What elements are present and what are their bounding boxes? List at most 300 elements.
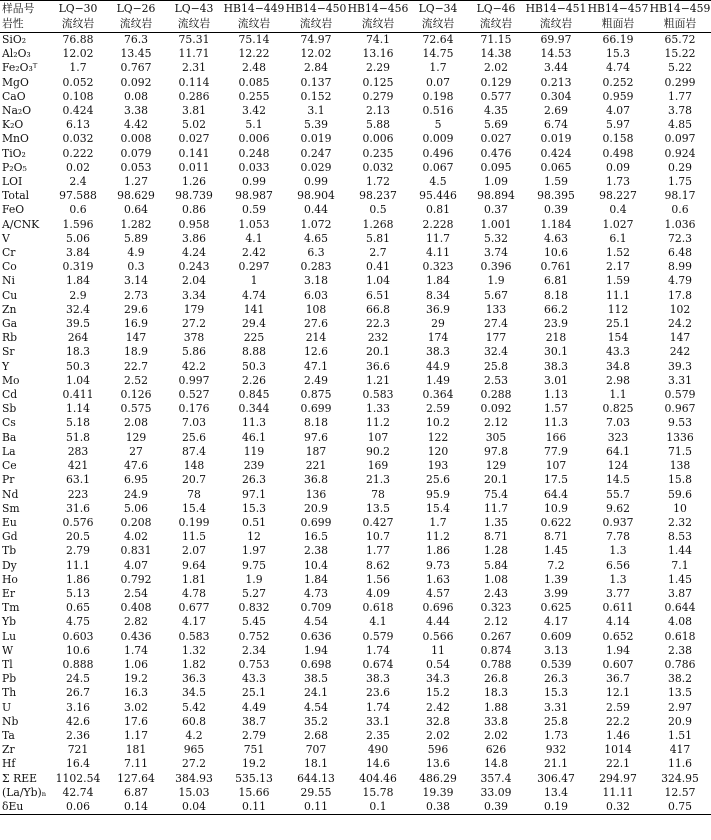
table-cell: 0.38 bbox=[409, 800, 467, 815]
table-cell: 1.81 bbox=[181, 572, 207, 586]
table-cell: 1.86 bbox=[65, 572, 91, 586]
table-cell: 0.583 bbox=[178, 629, 210, 643]
table-cell: 305 bbox=[485, 430, 507, 444]
table-cell: 932 bbox=[545, 743, 567, 757]
table-cell: 2.69 bbox=[543, 104, 569, 118]
row-label: MgO bbox=[2, 75, 29, 89]
table-cell: 15.3 bbox=[543, 686, 569, 700]
table-row bbox=[0, 502, 711, 516]
table-cell: 0.299 bbox=[664, 75, 696, 89]
table-cell: 1.77 bbox=[667, 89, 693, 103]
table-cell: 25.1 bbox=[605, 317, 631, 331]
table-cell: 18.1 bbox=[303, 757, 329, 771]
table-cell: 1.86 bbox=[425, 544, 451, 558]
table-cell: 4.07 bbox=[123, 558, 149, 572]
table-cell: 5.02 bbox=[181, 118, 207, 132]
row-label: Gd bbox=[2, 530, 18, 544]
table-cell: 38.3 bbox=[425, 345, 451, 359]
row-label: (La/Yb)ₙ bbox=[2, 785, 47, 799]
table-cell: 0.699 bbox=[300, 402, 332, 416]
table-cell: 154 bbox=[607, 331, 629, 345]
table-cell: 0.54 bbox=[425, 657, 451, 671]
table-cell: 0.137 bbox=[300, 75, 332, 89]
table-cell: 122 bbox=[427, 430, 449, 444]
table-cell: 2.38 bbox=[303, 544, 329, 558]
table-cell: 95.446 bbox=[419, 189, 457, 203]
rock-type-header: 流纹岩 bbox=[107, 16, 165, 33]
table-cell: 9.53 bbox=[667, 416, 693, 430]
table-cell: 0.114 bbox=[178, 75, 210, 89]
table-cell: 0.141 bbox=[178, 146, 210, 160]
table-cell: 4.02 bbox=[123, 530, 149, 544]
table-cell: 6.74 bbox=[543, 118, 569, 132]
table-cell: 0.02 bbox=[65, 160, 91, 174]
table-cell: 59.6 bbox=[667, 487, 693, 501]
table-cell: 0.644 bbox=[664, 601, 696, 615]
table-cell: 78 bbox=[187, 487, 201, 501]
row-label: Rb bbox=[2, 331, 18, 345]
table-cell: 22.3 bbox=[365, 317, 391, 331]
table-row bbox=[0, 644, 711, 658]
table-cell: 7.03 bbox=[605, 416, 631, 430]
table-cell: 6.03 bbox=[303, 288, 329, 302]
table-cell: 0.427 bbox=[362, 515, 394, 529]
table-cell: 7.1 bbox=[671, 558, 689, 572]
table-cell: 0.04 bbox=[165, 800, 223, 815]
table-cell: 74.97 bbox=[300, 33, 332, 46]
table-cell: 0.579 bbox=[664, 388, 696, 402]
table-cell: 0.75 bbox=[649, 800, 711, 815]
table-cell: 0.607 bbox=[602, 657, 634, 671]
table-cell: 0.636 bbox=[300, 629, 332, 643]
table-cell: 141 bbox=[243, 302, 265, 316]
table-row bbox=[0, 772, 711, 786]
table-cell: 97.1 bbox=[241, 487, 267, 501]
table-cell: 0.396 bbox=[480, 260, 512, 274]
table-cell: 0.199 bbox=[178, 515, 210, 529]
table-cell: 0.476 bbox=[480, 146, 512, 160]
table-cell: 1.14 bbox=[65, 402, 91, 416]
table-cell: 0.198 bbox=[422, 89, 454, 103]
table-cell: 12.02 bbox=[300, 47, 332, 61]
table-cell: 102 bbox=[669, 302, 691, 316]
table-cell: 5.22 bbox=[667, 61, 693, 75]
table-cell: 1.053 bbox=[238, 217, 270, 231]
row-label: U bbox=[2, 700, 12, 714]
table-cell: 1.45 bbox=[667, 572, 693, 586]
table-cell: 3.13 bbox=[543, 643, 569, 657]
table-cell: 13.6 bbox=[425, 757, 451, 771]
table-cell: 0.59 bbox=[241, 203, 267, 217]
table-cell: 0.125 bbox=[362, 75, 394, 89]
table-cell: 38.3 bbox=[543, 359, 569, 373]
table-cell: 7.78 bbox=[605, 530, 631, 544]
table-cell: 1.268 bbox=[362, 217, 394, 231]
table-cell: 0.424 bbox=[62, 104, 94, 118]
table-cell: 33.1 bbox=[365, 714, 391, 728]
table-cell: 11.5 bbox=[181, 530, 207, 544]
table-cell: 3.77 bbox=[605, 586, 631, 600]
table-cell: 1.1 bbox=[609, 388, 627, 402]
table-cell: 97.6 bbox=[303, 430, 329, 444]
table-cell: 0.152 bbox=[300, 89, 332, 103]
table-row bbox=[0, 701, 711, 715]
table-row bbox=[0, 90, 711, 104]
row-label: Pb bbox=[2, 672, 17, 686]
table-cell: 69.97 bbox=[540, 33, 572, 46]
table-cell: 0.618 bbox=[362, 601, 394, 615]
table-row bbox=[0, 274, 711, 288]
table-cell: 15.4 bbox=[425, 501, 451, 515]
table-cell: 11.1 bbox=[605, 288, 631, 302]
table-cell: 0.08 bbox=[123, 89, 149, 103]
table-cell: 0.052 bbox=[62, 75, 94, 89]
table-cell: 2.4 bbox=[69, 175, 87, 189]
table-cell: 1.17 bbox=[123, 728, 149, 742]
rock-type-header: 流纹岩 bbox=[467, 16, 525, 33]
table-cell: 0.752 bbox=[238, 629, 270, 643]
table-cell: 9.75 bbox=[241, 558, 267, 572]
table-cell: 1.59 bbox=[543, 175, 569, 189]
table-cell: 0.583 bbox=[362, 388, 394, 402]
table-cell: 11.3 bbox=[543, 416, 569, 430]
table-cell: 3.16 bbox=[65, 700, 91, 714]
table-cell: 169 bbox=[367, 459, 389, 473]
table-cell: 177 bbox=[485, 331, 507, 345]
row-label: Zn bbox=[2, 302, 17, 316]
row-label: Tl bbox=[2, 657, 13, 671]
table-row bbox=[0, 161, 711, 175]
table-cell: 0.092 bbox=[120, 75, 152, 89]
table-cell: 1336 bbox=[666, 430, 694, 444]
table-cell: 17.5 bbox=[543, 473, 569, 487]
table-cell: 4.11 bbox=[425, 246, 451, 260]
table-cell: 1.72 bbox=[365, 175, 391, 189]
table-cell: 1.072 bbox=[300, 217, 332, 231]
table-cell: 1.82 bbox=[181, 657, 207, 671]
table-cell: 0.235 bbox=[362, 146, 394, 160]
table-cell: 239 bbox=[243, 459, 265, 473]
table-cell: 4.08 bbox=[667, 615, 693, 629]
table-cell: 1.001 bbox=[480, 217, 512, 231]
table-cell: 8.71 bbox=[543, 530, 569, 544]
row-label: FeO bbox=[2, 203, 25, 217]
table-cell: 20.1 bbox=[483, 473, 509, 487]
table-cell: 11 bbox=[431, 643, 445, 657]
table-cell: 25.8 bbox=[543, 714, 569, 728]
table-cell: 1.13 bbox=[543, 388, 569, 402]
table-cell: 8.18 bbox=[303, 416, 329, 430]
table-cell: 417 bbox=[669, 743, 691, 757]
row-label: La bbox=[2, 444, 16, 458]
table-cell: 0.65 bbox=[65, 601, 91, 615]
table-cell: 3.1 bbox=[307, 104, 325, 118]
row-label: P₂O₅ bbox=[2, 160, 27, 174]
table-cell: 751 bbox=[243, 743, 265, 757]
table-cell: 0.958 bbox=[178, 217, 210, 231]
table-cell: 0.786 bbox=[664, 657, 696, 671]
row-label: Tm bbox=[2, 601, 20, 615]
table-cell: 11.3 bbox=[241, 416, 267, 430]
row-label: Dy bbox=[2, 558, 17, 572]
table-cell: 42.2 bbox=[181, 359, 207, 373]
table-cell: 36.3 bbox=[181, 672, 207, 686]
table-cell: 65.72 bbox=[664, 33, 696, 46]
table-cell: 3.34 bbox=[181, 288, 207, 302]
table-cell: 127.64 bbox=[117, 771, 155, 785]
table-cell: 535.13 bbox=[235, 771, 273, 785]
table-cell: 6.95 bbox=[123, 473, 149, 487]
table-cell: 6.56 bbox=[605, 558, 631, 572]
table-cell: 29.55 bbox=[300, 785, 332, 799]
table-cell: 490 bbox=[367, 743, 389, 757]
table-cell: 218 bbox=[545, 331, 567, 345]
table-cell: 11.71 bbox=[178, 47, 210, 61]
table-cell: 47.6 bbox=[123, 459, 149, 473]
table-cell: 0.009 bbox=[422, 132, 454, 146]
row-label: Ni bbox=[2, 274, 15, 288]
table-cell: 0.304 bbox=[540, 89, 572, 103]
table-cell: 0.222 bbox=[62, 146, 94, 160]
table-cell: 21.1 bbox=[543, 757, 569, 771]
table-cell: 11.7 bbox=[483, 501, 509, 515]
table-row bbox=[0, 615, 711, 629]
table-cell: 0.622 bbox=[540, 515, 572, 529]
sample-id-header: HB14−459 bbox=[649, 2, 711, 15]
table-cell: 10.4 bbox=[303, 558, 329, 572]
table-cell: 0.1 bbox=[347, 800, 409, 815]
table-cell: 0.252 bbox=[602, 75, 634, 89]
table-cell: 0.959 bbox=[602, 89, 634, 103]
table-cell: 50.3 bbox=[241, 359, 267, 373]
sample-id-header: HB14−457 bbox=[587, 2, 649, 15]
table-cell: 3.84 bbox=[65, 246, 91, 260]
table-cell: 10.6 bbox=[543, 246, 569, 260]
row-label: Cd bbox=[2, 388, 18, 402]
table-cell: 24.5 bbox=[65, 672, 91, 686]
table-cell: 0.283 bbox=[300, 260, 332, 274]
rock-type-header: 流纹岩 bbox=[223, 16, 285, 33]
table-cell: 0.674 bbox=[362, 657, 394, 671]
table-cell: 38.2 bbox=[667, 672, 693, 686]
table-cell: 8.88 bbox=[241, 345, 267, 359]
table-cell: 36.9 bbox=[425, 302, 451, 316]
table-cell: 1102.54 bbox=[55, 771, 101, 785]
table-cell: 0.06 bbox=[49, 800, 107, 815]
table-cell: 0.37 bbox=[483, 203, 509, 217]
table-cell: 174 bbox=[427, 331, 449, 345]
table-cell: 1.73 bbox=[605, 175, 631, 189]
table-cell: 11.1 bbox=[65, 558, 91, 572]
table-cell: 4.2 bbox=[185, 728, 203, 742]
table-cell: 27 bbox=[129, 444, 143, 458]
table-cell: 0.937 bbox=[602, 515, 634, 529]
table-cell: 4.57 bbox=[425, 586, 451, 600]
table-cell: 0.053 bbox=[120, 160, 152, 174]
table-cell: 0.323 bbox=[422, 260, 454, 274]
row-label: MnO bbox=[2, 132, 29, 146]
table-cell: 4.5 bbox=[429, 175, 447, 189]
table-cell: 2.59 bbox=[425, 402, 451, 416]
table-cell: 2.26 bbox=[241, 373, 267, 387]
table-cell: 3.02 bbox=[123, 700, 149, 714]
table-cell: 1.596 bbox=[62, 217, 94, 231]
table-cell: 25.8 bbox=[483, 359, 509, 373]
table-cell: 179 bbox=[183, 302, 205, 316]
table-cell: 1.3 bbox=[609, 572, 627, 586]
table-cell: 46.1 bbox=[241, 430, 267, 444]
table-cell: 15.4 bbox=[181, 501, 207, 515]
table-cell: 4.79 bbox=[667, 274, 693, 288]
table-cell: 0.11 bbox=[285, 800, 347, 815]
table-cell: 1.45 bbox=[543, 544, 569, 558]
row-label: δEu bbox=[0, 800, 49, 815]
row-label: Y bbox=[2, 359, 10, 373]
table-cell: 0.208 bbox=[120, 515, 152, 529]
row-label: Cu bbox=[2, 288, 18, 302]
table-cell: 5.06 bbox=[123, 501, 149, 515]
table-cell: 3.18 bbox=[303, 274, 329, 288]
rock-type-header: 流纹岩 bbox=[49, 16, 107, 33]
table-cell: 24.1 bbox=[303, 686, 329, 700]
table-cell: 0.496 bbox=[422, 146, 454, 160]
row-label: Fe₂O₃ᵀ bbox=[2, 61, 38, 75]
table-cell: 34.5 bbox=[181, 686, 207, 700]
table-cell: 32.8 bbox=[425, 714, 451, 728]
table-cell: 1.28 bbox=[483, 544, 509, 558]
sample-id-header: LQ−46 bbox=[467, 1, 525, 17]
table-cell: 1.036 bbox=[664, 217, 696, 231]
table-row bbox=[0, 345, 711, 359]
table-cell: 1.74 bbox=[123, 643, 149, 657]
table-cell: 2.12 bbox=[483, 416, 509, 430]
table-cell: 1 bbox=[250, 274, 258, 288]
table-cell: 1.51 bbox=[667, 728, 693, 742]
table-cell: 0.297 bbox=[238, 260, 270, 274]
table-cell: 42.6 bbox=[65, 714, 91, 728]
table-cell: 2.97 bbox=[667, 700, 693, 714]
table-cell: 72.64 bbox=[422, 33, 454, 46]
row-label: Ba bbox=[2, 430, 17, 444]
table-cell: 0.065 bbox=[540, 160, 572, 174]
table-cell: 23.9 bbox=[543, 317, 569, 331]
table-cell: 5.86 bbox=[181, 345, 207, 359]
table-cell: 0.924 bbox=[664, 146, 696, 160]
table-cell: 16.5 bbox=[303, 530, 329, 544]
table-cell: 2.73 bbox=[123, 288, 149, 302]
table-cell: 5.97 bbox=[605, 118, 631, 132]
row-label: TiO₂ bbox=[2, 146, 26, 160]
table-cell: 0.527 bbox=[178, 388, 210, 402]
table-row bbox=[0, 630, 711, 644]
table-cell: 5.67 bbox=[483, 288, 509, 302]
table-cell: 71.15 bbox=[480, 33, 512, 46]
table-cell: 1.88 bbox=[483, 700, 509, 714]
table-cell: 1.63 bbox=[425, 572, 451, 586]
table-cell: 50.3 bbox=[65, 359, 91, 373]
table-cell: 10.2 bbox=[425, 416, 451, 430]
table-cell: 2.02 bbox=[483, 728, 509, 742]
table-cell: 19.2 bbox=[123, 672, 149, 686]
table-cell: 5.06 bbox=[65, 231, 91, 245]
table-cell: 2.34 bbox=[241, 643, 267, 657]
table-row bbox=[0, 488, 711, 502]
table-cell: 107 bbox=[367, 430, 389, 444]
table-cell: 0.243 bbox=[178, 260, 210, 274]
row-label: Total bbox=[2, 189, 30, 203]
table-cell: 12.57 bbox=[664, 785, 696, 799]
table-row bbox=[0, 317, 711, 331]
row-label: Nb bbox=[2, 714, 19, 728]
table-cell: 0.618 bbox=[664, 629, 696, 643]
table-cell: 138 bbox=[669, 459, 691, 473]
table-cell: 324.95 bbox=[661, 771, 699, 785]
table-cell: 43.3 bbox=[241, 672, 267, 686]
row-label: Pr bbox=[2, 473, 15, 487]
table-cell: 64.1 bbox=[605, 444, 631, 458]
table-cell: 12.22 bbox=[238, 47, 270, 61]
table-cell: 4.09 bbox=[365, 586, 391, 600]
sample-id-header: LQ−34 bbox=[409, 1, 467, 17]
table-cell: 6.87 bbox=[123, 785, 149, 799]
table-cell: 1.52 bbox=[605, 246, 631, 260]
table-cell: 12.1 bbox=[605, 686, 631, 700]
table-cell: 97.588 bbox=[59, 189, 97, 203]
table-cell: 0.424 bbox=[540, 146, 572, 160]
table-cell: 384.93 bbox=[175, 771, 213, 785]
table-cell: 0.39 bbox=[467, 800, 525, 815]
table-cell: 5.18 bbox=[65, 416, 91, 430]
row-label: Cr bbox=[2, 246, 16, 260]
table-cell: 25.6 bbox=[181, 430, 207, 444]
table-cell: 9.62 bbox=[605, 501, 631, 515]
table-cell: 26.7 bbox=[65, 686, 91, 700]
table-cell: 38.5 bbox=[303, 672, 329, 686]
table-cell: 0.788 bbox=[480, 657, 512, 671]
table-cell: 13.16 bbox=[362, 47, 394, 61]
row-label: Ce bbox=[2, 459, 17, 473]
table-cell: 13.5 bbox=[365, 501, 391, 515]
table-row bbox=[0, 757, 711, 771]
table-cell: 0.709 bbox=[300, 601, 332, 615]
table-cell: 0.498 bbox=[602, 146, 634, 160]
table-cell: 2.31 bbox=[181, 61, 207, 75]
table-cell: 232 bbox=[367, 331, 389, 345]
rock-type-header: 流纹岩 bbox=[285, 16, 347, 33]
table-cell: 1.7 bbox=[69, 61, 87, 75]
table-cell: 0.761 bbox=[540, 260, 572, 274]
table-cell: 1.26 bbox=[181, 175, 207, 189]
table-cell: 2.84 bbox=[303, 61, 329, 75]
table-cell: 0.44 bbox=[303, 203, 329, 217]
table-cell: 1.27 bbox=[123, 175, 149, 189]
table-cell: 0.09 bbox=[605, 160, 631, 174]
table-cell: 1.33 bbox=[365, 402, 391, 416]
table-cell: 0.6 bbox=[671, 203, 689, 217]
table-row bbox=[0, 331, 711, 345]
table-cell: 0.129 bbox=[480, 75, 512, 89]
row-label: Sr bbox=[2, 345, 15, 359]
table-cell: 0.652 bbox=[602, 629, 634, 643]
table-cell: 0.29 bbox=[667, 160, 693, 174]
table-cell: 31.6 bbox=[65, 501, 91, 515]
table-cell: 0.029 bbox=[300, 160, 332, 174]
table-cell: 0.408 bbox=[120, 601, 152, 615]
table-row bbox=[0, 246, 711, 260]
table-cell: 0.696 bbox=[422, 601, 454, 615]
row-label: Nd bbox=[2, 487, 19, 501]
table-cell: 14.8 bbox=[483, 757, 509, 771]
